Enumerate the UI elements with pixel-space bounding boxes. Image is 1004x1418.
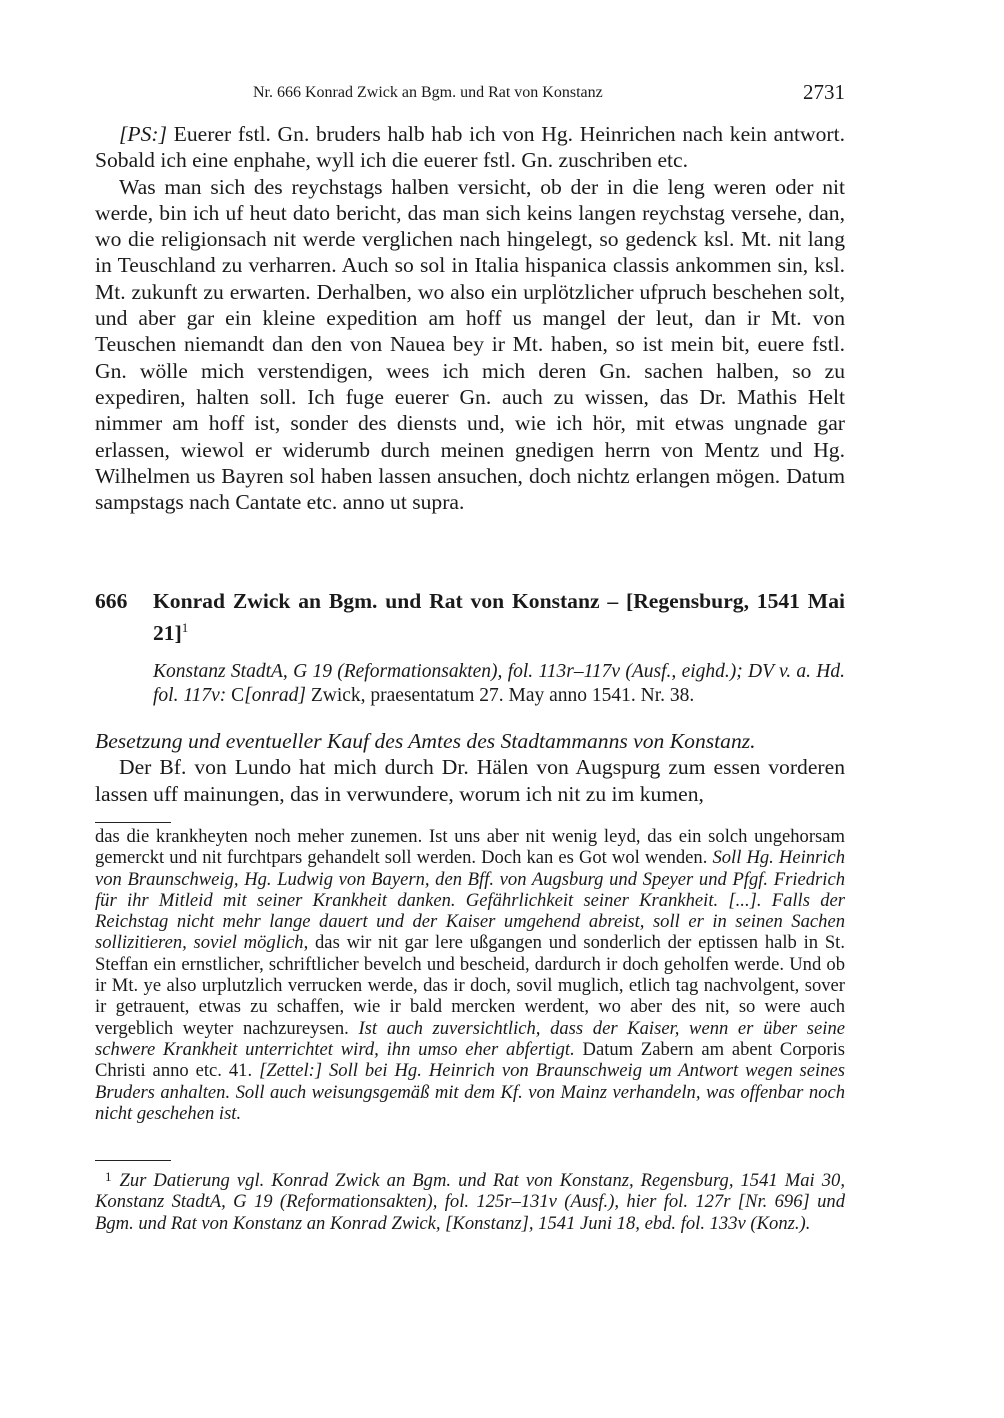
footnote-divider bbox=[95, 1160, 171, 1161]
note-text-3: Datum Zabern am abent Corporis Christi anno etc. 41. bbox=[95, 1038, 845, 1082]
note-summary-2: Ist auch zuversichtlich, dass der Kaiser, wenn er über seine schwere Krankheit unterrichtet wird, ihn umso eher abfertigt. bbox=[95, 1017, 845, 1060]
source-citation bbox=[153, 660, 845, 708]
document-heading bbox=[95, 588, 845, 646]
ps-text: Euerer fstl. Gn. bruders halb hab ich von Hg. Heinrichen nach kein antwort. Sobald ich eine enphahe, wyll ich die euerer fstl. Gn. zuschriben etc. bbox=[95, 122, 845, 173]
document-number: 666 bbox=[95, 589, 128, 613]
postscript-paragraph bbox=[95, 121, 845, 174]
document-body bbox=[95, 728, 845, 807]
note-zettel: [Zettel:] Soll bei Hg. Heinrich von Braunschweig um Antwort wegen seines Bruders anhalten. Soll auch weisungsgemäß mit dem Kf. von Mainz verhandeln, was offenbar noch nicht geschehen ist. bbox=[95, 1060, 845, 1124]
footnotes bbox=[95, 1166, 845, 1234]
notes-divider bbox=[95, 822, 171, 823]
note-text-2: , das wir nit gar lere ußgangen und sonderlich der eptissen halb in St. Steffan ein ernstlicher, schriftlicher bevelch und bescheid, dardurch ir doch geholfen werde. Und ob ir Mt. ye also urplutzlich verrucken werde, das ir doch, sovil muglich, etlich tag nachvolgent, sover ir getrauent, etwas zu schaffen, wie ir bald mercken werdent, wo aber des nit, so were auch vergeblich weyter nachzureysen. bbox=[95, 932, 845, 1039]
document-summary: Besetzung und eventueller Kauf des Amtes des Stadtammanns von Konstanz. bbox=[95, 729, 756, 753]
footnote-1 bbox=[95, 1166, 845, 1234]
running-head bbox=[95, 80, 845, 110]
postscript-block bbox=[95, 121, 845, 515]
document-text: Der Bf. von Lundo hat mich durch Dr. Hälen von Augspurg zum essen vorderen lassen uff mainungen, das in verwundere, worum ich nit zu im kumen, bbox=[95, 755, 845, 806]
ps-marker: [PS:] bbox=[119, 122, 167, 146]
continued-notes bbox=[95, 826, 845, 1124]
page-number: 2731 bbox=[803, 80, 845, 104]
footnote-reference: 1 bbox=[181, 619, 189, 635]
footnote-text: Zur Datierung vgl. Konrad Zwick an Bgm. und Rat von Konstanz, Regensburg, 1541 Mai 30, Konstanz StadtA, G 19 (Reformationsakten), fol. 125r–131v (Ausf.), hier fol. 127r [Nr. 696] und Bgm. und Rat von Konstanz an Konrad Zwick, [Konstanz], 1541 Juni 18, ebd. fol. 133v (Konz.). bbox=[95, 1170, 845, 1234]
source-expansion: [onrad] bbox=[244, 685, 306, 706]
document-title-text: Konrad Zwick an Bgm. und Rat von Konstanz – [Regensburg, 1541 Mai 21] bbox=[153, 589, 845, 645]
source-archive: Konstanz StadtA, G 19 (Reformationsakten), fol. 113r–117v (Ausf., eighd.); DV v. a. Hd. fol. 117v: bbox=[153, 661, 845, 706]
note-summary-1: Soll Hg. Heinrich von Braunschweig, Hg. Ludwig von Bayern, den Bff. von Augsburg und Speyer und Pfgf. Friedrich für ihr Mitleid mit seiner Krankheit danken. Gefährlichkeit seiner Krankheit. [...]. Falls der Reichstag nicht mehr lange dauert und der Kaiser umgehend abreist, soll er in seinen Sachen sollizitieren, soviel möglich bbox=[95, 847, 845, 954]
letter-paragraph: Was man sich des reychstags halben versicht, ob der in die leng weren oder nit werde, bin ich uf heut dato bericht, das man sich keins langen reychstag versehe, dan, wo die religionsach nit werde verglichen nach hingelegt, so gedenck ksl. Mt. nit lang in Teuschland zu verharren. Auch so sol in Italia hispanica classis ankommen sin, ksl. Mt. zukunft zu erwarten. Derhalben, wo also ein urplötzlicher ufpruch beschehen solt, und aber gar ein kleine expedition am hoff us mangel der leut, dan ir Mt. von Teuschen niemandt dan den von Nauea bey ir Mt. haben, so ist mein bit, euere fstl. Gn. wölle mich verstendigen, wees ich mich deren Gn. sachen halben, so zu expediren, halten soll. Ich fuge euerer Gn. auch zu wissen, das Dr. Mathis Helt nimmer am hoff ist, sonder des diensts und, wie ich hör, mit etwas ungnade gar erlassen, wiewol er widerumb durch meinen gnedigen herrn von Mentz und Hg. Wilhelmen us Bayren sol haben lassen ansuchen, doch nichtz erlangen mögen. Datum sampstags nach Cantate etc. anno ut supra. bbox=[95, 174, 845, 515]
continued-note-text bbox=[95, 826, 845, 1124]
note-text-1: das die krankheyten noch meher zunemen. Ist uns aber nit wenig leyd, das ein solch ungehorsam gemerckt und nit furchtpars gehandelt soll werden. Doch kan es Got wol wenden. bbox=[95, 826, 845, 869]
source-endorsement: Zwick, praesentatum 27. May anno 1541. Nr. 38. bbox=[305, 685, 695, 706]
source-initial: C bbox=[231, 685, 245, 706]
running-title: Nr. 666 Konrad Zwick an Bgm. und Rat von Konstanz bbox=[253, 84, 603, 101]
footnote-mark: 1 bbox=[105, 1169, 112, 1184]
document-title bbox=[153, 588, 845, 646]
